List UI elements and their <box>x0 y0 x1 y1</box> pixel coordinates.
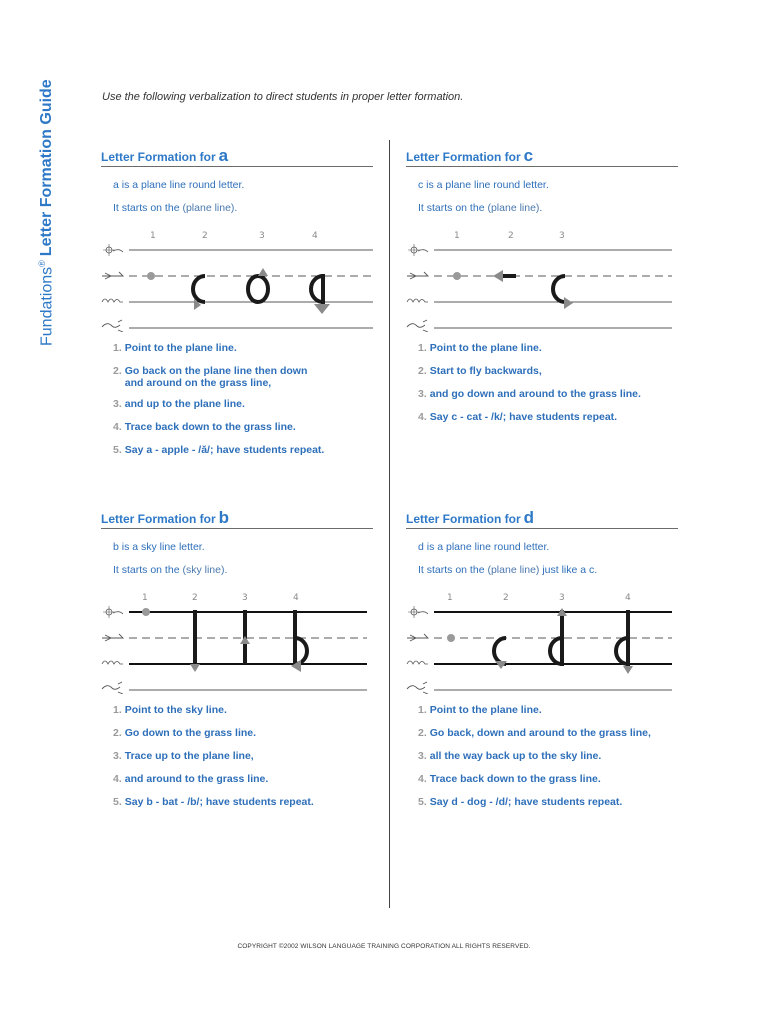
worm-icon <box>407 320 428 332</box>
direction-arrow <box>493 270 503 282</box>
panel-letter-c <box>406 148 678 434</box>
start-point <box>147 272 155 280</box>
start-line-name: (plane line) <box>182 202 235 214</box>
step-item: 2. Start to fly backwards, <box>418 365 542 377</box>
start-line-name: (plane line) <box>487 564 540 576</box>
step-item: 1. Point to the plane line. <box>113 342 237 354</box>
start-label: It starts on the <box>418 202 485 214</box>
formation-guide-lines <box>101 588 373 694</box>
direction-arrow <box>314 304 330 314</box>
heading-letter: a <box>218 146 229 165</box>
steps-list <box>113 342 373 456</box>
grass-icon <box>102 299 123 302</box>
step-number: 4 <box>625 593 631 603</box>
panel-heading <box>406 148 678 167</box>
step-number: 2 <box>202 231 208 241</box>
step-number: 1 <box>447 593 453 603</box>
panel-heading <box>101 510 373 529</box>
steps-list <box>418 704 678 808</box>
worm-icon <box>407 682 428 694</box>
step-number: 3 <box>259 231 265 241</box>
step-number: 2 <box>508 231 514 241</box>
plane-icon <box>102 272 123 279</box>
step-item: 3. all the way back up to the sky line. <box>418 750 602 762</box>
step-number: 4 <box>312 231 318 241</box>
heading-letter: b <box>218 508 230 527</box>
step-number: 4 <box>293 593 299 603</box>
start-end: . <box>224 564 228 576</box>
start-label: It starts on the <box>113 202 180 214</box>
heading-text: Letter Formation for <box>406 512 521 526</box>
direction-arrow <box>190 664 200 672</box>
start-end: . <box>234 202 238 214</box>
step-item: 2. Go back, down and around to the grass line, <box>418 727 651 739</box>
sun-icon <box>408 244 428 256</box>
start-point <box>453 272 461 280</box>
start-point <box>142 608 150 616</box>
letter-stroke-c <box>553 276 565 302</box>
step-item: 4. Say c - cat - /k/; have students repeat. <box>418 411 618 423</box>
steps-list <box>418 342 678 423</box>
heading-text: Letter Formation for <box>101 150 216 164</box>
direction-arrow <box>623 666 633 674</box>
step-item: 1. Point to the plane line. <box>418 342 542 354</box>
formation-guide-lines <box>406 226 678 332</box>
start-line-name: (sky line) <box>182 564 225 576</box>
sun-icon <box>408 606 428 618</box>
letter-stroke-c <box>494 638 506 664</box>
start-line-text <box>113 202 373 214</box>
letter-description: b is a sky line letter. <box>113 541 205 553</box>
step-number: 1 <box>150 231 156 241</box>
worm-icon <box>102 320 123 332</box>
step-item: 2. Go down to the grass line. <box>113 727 257 739</box>
step-item: 5. Say b - bat - /b/; have students repeat. <box>113 796 314 808</box>
letter-stroke-c <box>193 276 205 302</box>
formation-guide-lines <box>406 588 678 694</box>
step-number: 1 <box>142 593 148 603</box>
letter-description: c is a plane line round letter. <box>418 179 549 191</box>
step-item: 3. Trace up to the plane line, <box>113 750 254 762</box>
registered-mark: ® <box>37 260 47 267</box>
panel-letter-a <box>101 148 373 467</box>
heading-text: Letter Formation for <box>406 150 521 164</box>
grass-icon <box>407 661 428 664</box>
steps-list <box>113 704 373 808</box>
step-item: 4. and around to the grass line. <box>113 773 269 785</box>
letter-stroke-round <box>248 276 268 302</box>
step-number: 3 <box>559 231 565 241</box>
start-line-name: (plane line) <box>487 202 540 214</box>
start-label: It starts on the <box>418 564 485 576</box>
start-end: just like a c. <box>539 564 598 576</box>
plane-icon <box>407 272 428 279</box>
start-label: It starts on the <box>113 564 180 576</box>
heading-letter: c <box>523 146 534 165</box>
step-number: 3 <box>559 593 565 603</box>
intro-text: Use the following verbalization to direct students in proper letter formation. <box>102 91 464 103</box>
step-item: 4. Trace back down to the grass line. <box>113 421 296 433</box>
start-line-text <box>418 202 678 214</box>
step-item: 4. Trace back down to the grass line. <box>418 773 601 785</box>
letter-description: d is a plane line round letter. <box>418 541 550 553</box>
step-item: 5. Say d - dog - /d/; have students repeat. <box>418 796 623 808</box>
sun-icon <box>103 244 123 256</box>
column-divider <box>389 140 390 908</box>
step-number: 2 <box>503 593 509 603</box>
sun-icon <box>103 606 123 618</box>
panel-letter-b <box>101 510 373 819</box>
step-item: 1. Point to the sky line. <box>113 704 227 716</box>
panel-heading <box>406 510 678 529</box>
start-end: . <box>539 202 543 214</box>
panel-letter-d <box>406 510 678 819</box>
letter-description: a is a plane line round letter. <box>113 179 245 191</box>
step-number: 3 <box>242 593 248 603</box>
start-point <box>447 634 455 642</box>
plane-icon <box>102 634 123 641</box>
direction-arrow <box>240 636 250 644</box>
step-number: 2 <box>192 593 198 603</box>
panel-heading <box>101 148 373 167</box>
step-item: 3. and up to the plane line. <box>113 398 245 410</box>
brand-name: Fundations <box>38 266 56 346</box>
start-line-text <box>113 564 373 576</box>
start-line-text <box>418 564 678 576</box>
grass-icon <box>407 299 428 302</box>
heading-letter: d <box>523 508 535 527</box>
step-item: 1. Point to the plane line. <box>418 704 542 716</box>
direction-arrow <box>564 297 573 309</box>
direction-arrow <box>258 268 268 276</box>
side-title <box>12 26 72 346</box>
step-item: 3. and go down and around to the grass line. <box>418 388 641 400</box>
copyright-notice: COPYRIGHT ©2002 WILSON LANGUAGE TRAINING CORPORATION ALL RIGHTS RESERVED. <box>237 943 531 950</box>
step-number: 1 <box>454 231 460 241</box>
guide-title: Letter Formation Guide <box>38 79 56 257</box>
heading-text: Letter Formation for <box>101 512 216 526</box>
plane-icon <box>407 634 428 641</box>
formation-guide-lines <box>101 226 373 332</box>
grass-icon <box>102 661 123 664</box>
step-item: 5. Say a - apple - /ă/; have students repeat. <box>113 444 325 456</box>
worm-icon <box>102 682 123 694</box>
step-item: 2. Go back on the plane line then down and around on the grass line, <box>113 365 308 389</box>
